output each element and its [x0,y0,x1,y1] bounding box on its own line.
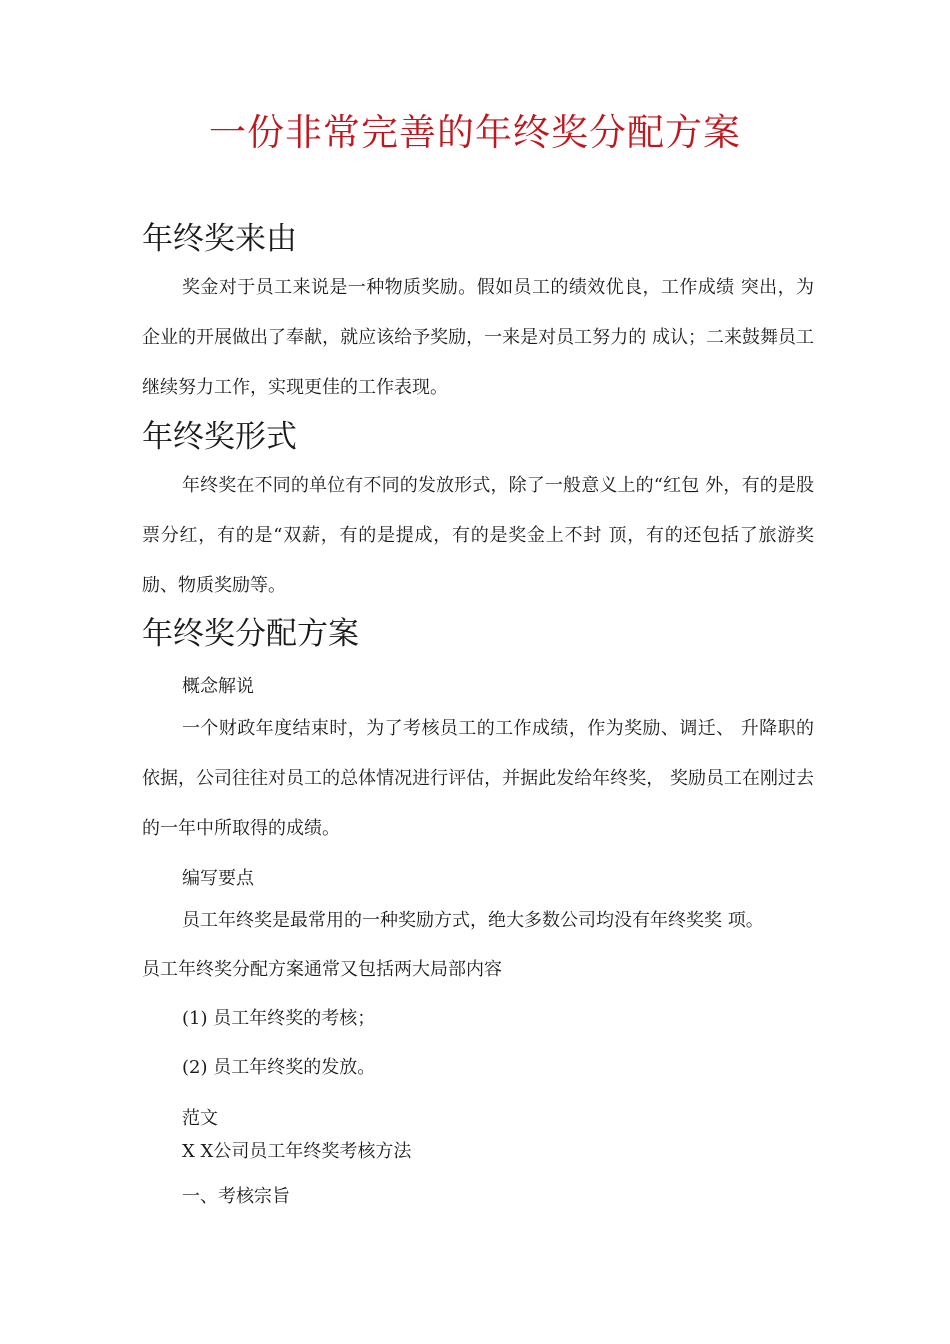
document-title: 一份非常完善的年终奖分配方案 [209,111,741,154]
section-heading-plan: 年终奖分配方案 [142,616,359,652]
sample-label: 范文 [182,1108,218,1129]
sample-section-heading: 一、考核宗旨 [182,1186,290,1207]
list-item-2: (2) 员工年终奖的发放。 [182,1057,376,1078]
points-line-1: 员工年终奖是最常用的一种奖励方式，绝大多数公司均没有年终奖奖 项。 [182,910,764,931]
section-paragraph-origin: 奖金对于员工来说是一种物质奖励。假如员工的绩效优良，工作成绩 突出，为企业的开展做出了奉献，就应该给予奖励，一来是对员工努力的 成认；二来鼓舞员工继续努力工作，实现更佳的工作表现。 [142,277,814,398]
concept-label: 概念解说 [182,676,254,697]
section-heading-origin: 年终奖来由 [142,221,297,257]
points-label: 编写要点 [182,868,254,889]
sample-title: X X公司员工年终奖考核方法 [182,1141,412,1162]
section-heading-form: 年终奖形式 [142,419,297,455]
list-item-1: (1) 员工年终奖的考核； [182,1008,376,1029]
section-paragraph-form: 年终奖在不同的单位有不同的发放形式，除了一般意义上的“红包 外，有的是股票分红，有的是“双薪，有的是提成，有的是奖金上不封 顶，有的还包括了旅游奖励、物质奖励等。 [142,475,814,596]
concept-paragraph: 一个财政年度结束时，为了考核员工的工作成绩，作为奖励、调迁、 升降职的依据，公司往往对员工的总体情况进行评估，并据此发给年终奖， 奖励员工在刚过去的一年中所取得的成绩。 [142,718,814,839]
points-line-2: 员工年终奖分配方案通常又包括两大局部内容 [142,959,502,980]
